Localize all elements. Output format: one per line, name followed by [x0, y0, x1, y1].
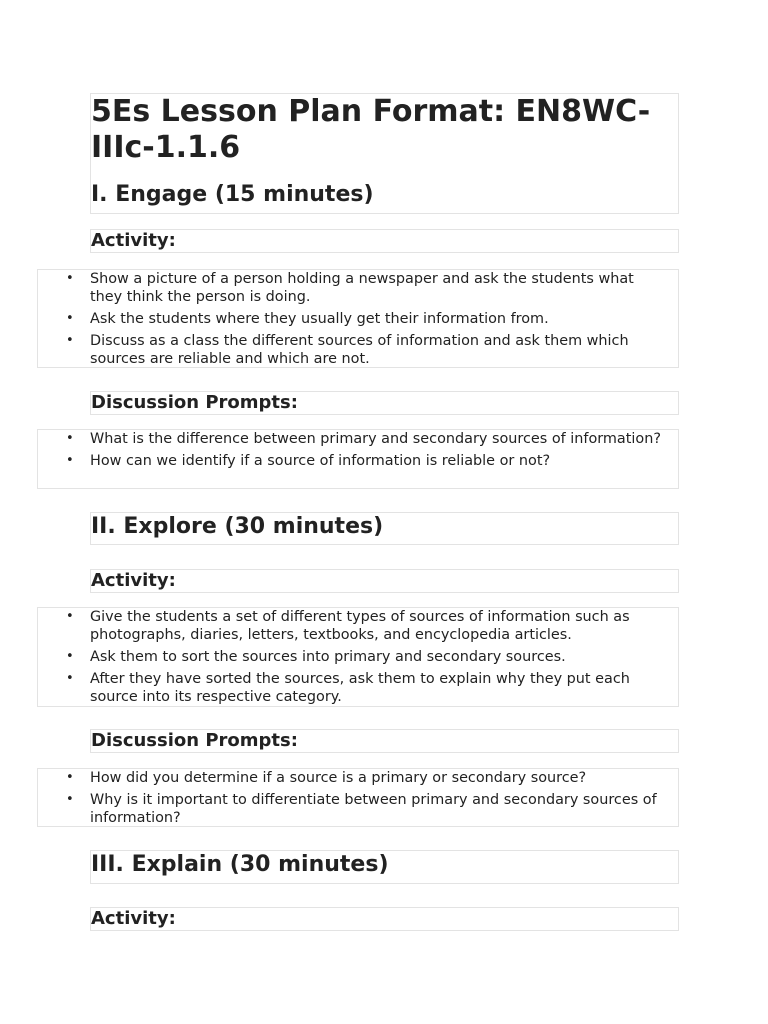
engage-activity-heading-box	[90, 229, 679, 253]
list-item-text: Ask them to sort the sources into primary and secondary sources.	[90, 649, 566, 665]
explore-heading-box	[90, 512, 679, 545]
engage-activity-list	[38, 270, 678, 368]
explain-heading-box	[90, 850, 679, 884]
engage-prompts-list	[38, 430, 678, 470]
title-block	[90, 93, 679, 214]
bullet-icon: •	[66, 671, 74, 686]
bullet-icon: •	[66, 609, 74, 624]
explore-activity-heading-box	[90, 569, 679, 593]
explain-activity-heading-box	[90, 907, 679, 931]
engage-activity-list-box	[37, 269, 679, 368]
section-heading-engage: I. Engage (15 minutes)	[91, 182, 374, 207]
list-item	[38, 430, 678, 448]
list-item	[38, 608, 678, 644]
list-item-text: Why is it important to differentiate between primary and secondary sources of information?	[90, 792, 657, 826]
page-title: 5Es Lesson Plan Format: EN8WC-IIIc-1.1.6	[91, 94, 651, 165]
list-item-text: What is the difference between primary and secondary sources of information?	[90, 431, 661, 447]
bullet-icon: •	[66, 792, 74, 807]
list-item	[38, 452, 678, 470]
bullet-icon: •	[66, 271, 74, 286]
explore-activity-label: Activity:	[91, 570, 176, 591]
section-heading-explore: II. Explore (30 minutes)	[91, 514, 384, 539]
bullet-icon: •	[66, 333, 74, 348]
bullet-icon: •	[66, 649, 74, 664]
list-item-text: Show a picture of a person holding a newspaper and ask the students what they think the person is doing.	[90, 271, 634, 305]
bullet-icon: •	[66, 311, 74, 326]
explain-activity-label: Activity:	[91, 908, 176, 929]
list-item	[38, 332, 678, 368]
explore-prompts-heading-box	[90, 729, 679, 753]
engage-prompts-heading-box	[90, 391, 679, 415]
engage-prompts-list-box	[37, 429, 679, 489]
engage-activity-label: Activity:	[91, 230, 176, 251]
list-item-text: How did you determine if a source is a primary or secondary source?	[90, 770, 587, 786]
explore-prompts-list	[38, 769, 678, 827]
explore-prompts-list-box	[37, 768, 679, 827]
list-item-text: Discuss as a class the different sources of information and ask them which sources are reliable and which are not.	[90, 333, 629, 367]
explore-prompts-label: Discussion Prompts:	[91, 730, 298, 751]
list-item	[38, 670, 678, 706]
section-heading-explain: III. Explain (30 minutes)	[91, 852, 389, 877]
explore-activity-list-box	[37, 607, 679, 707]
explore-activity-list	[38, 608, 678, 706]
list-item	[38, 310, 678, 328]
list-item-text: Give the students a set of different types of sources of information such as photographs, diaries, letters, textbooks, and encyclopedia articles.	[90, 609, 630, 643]
list-item	[38, 769, 678, 787]
list-item	[38, 791, 678, 827]
engage-prompts-label: Discussion Prompts:	[91, 392, 298, 413]
list-item-text: After they have sorted the sources, ask them to explain why they put each source into its respective category.	[90, 671, 630, 705]
list-item-text: How can we identify if a source of information is reliable or not?	[90, 453, 551, 469]
bullet-icon: •	[66, 453, 74, 468]
bullet-icon: •	[66, 770, 74, 785]
bullet-icon: •	[66, 431, 74, 446]
list-item	[38, 270, 678, 306]
list-item	[38, 648, 678, 666]
list-item-text: Ask the students where they usually get their information from.	[90, 311, 549, 327]
